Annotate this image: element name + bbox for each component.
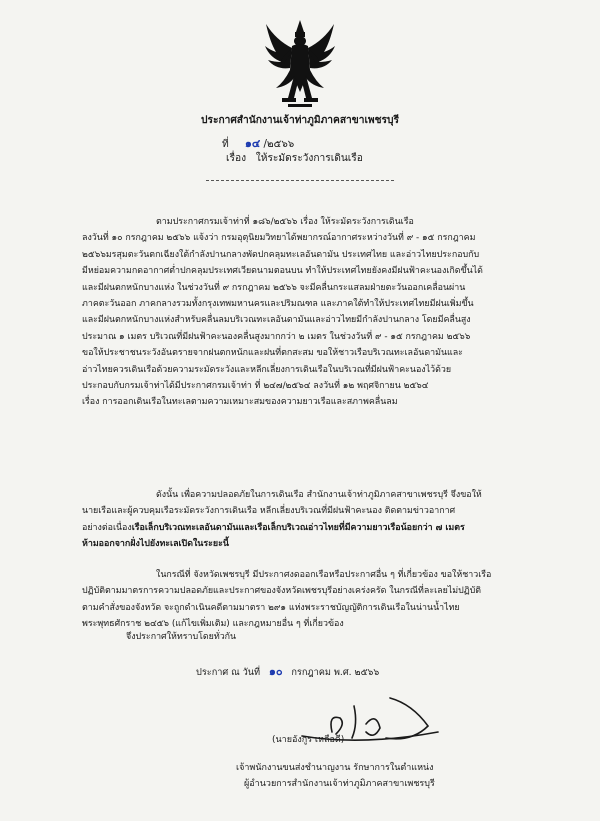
paragraph-closing: จึงประกาศให้ทราบโดยทั่วกัน — [126, 632, 237, 642]
p1-line: ประมาณ ๑ เมตร บริเวณที่มีฝนฟ้าคะนองคลื่นสูงมากกว่า ๒ เมตร ในช่วงวันที่ ๙ - ๑๕ กรกฎาคม ๒๕๖๖ — [82, 331, 471, 342]
signatory-position-line1: เจ้าพนักงานขนส่งชำนาญงาน รักษาการในตำแหน่ง — [236, 763, 434, 773]
garuda-emblem-icon — [262, 18, 338, 110]
p1-line: ขอให้ประชาชนระวังอันตรายจากฝนตกหนักและฝนที่ตกสะสม ขอให้ชาวเรือบริเวณทะเลอันดามันและ — [82, 348, 463, 359]
p2-bold-prohibition: ห้ามออกจากฝั่งไปยังทะเลเปิดในระยะนี้ — [82, 539, 229, 550]
ref-suffix: /๒๕๖๖ — [263, 139, 295, 150]
header-separator — [206, 180, 394, 181]
signatory-name: (นายอังกูร เหลือดี) — [272, 735, 345, 745]
announcement-date — [196, 662, 379, 680]
p1-line: อ่าวไทยควรเดินเรือด้วยความระมัดระวังและหลีกเลี่ยงการเดินเรือในบริเวณที่มีฝนฟ้าคะนองไว้ด้วย — [82, 364, 452, 375]
subject-prefix: เรื่อง — [226, 153, 247, 164]
ref-prefix: ที่ — [222, 139, 229, 150]
paragraph-instruction — [82, 487, 526, 553]
signatory-position-line2: ผู้อำนวยการสำนักงานเจ้าท่าภูมิภาคสาขาเพชรบุรี — [244, 779, 435, 789]
date-month-year: กรกฎาคม พ.ศ. ๒๕๖๖ — [291, 667, 380, 678]
date-prefix: ประกาศ ณ วันที่ — [196, 667, 261, 678]
subject-line — [226, 150, 363, 166]
p2-line — [82, 520, 526, 536]
p3-line: พระพุทธศักราช ๒๔๕๖ (แก้ไขเพิ่มเติม) และกฎหมายอื่น ๆ ที่เกี่ยวข้อง — [82, 619, 344, 630]
paragraph-penalty — [82, 567, 526, 633]
paragraph-background — [82, 214, 526, 411]
p1-line: และมีฝนตกหนักบางแห่งสำหรับคลื่นลมบริเวณทะเลอันดามันและอ่าวไทยมีกำลังปานกลาง โดยมีคลื่นสูง — [82, 315, 471, 326]
p1-line: ภาคตะวันออก ภาคกลางรวมทั้งกรุงเทพมหานครและปริมณฑล และภาคใต้ทำให้ประเทศไทยมีฝนเพิ่มขึ้น — [82, 299, 474, 310]
p2-bold-warning: เรือเล็กบริเวณทะเลอันดามันและเรือเล็กบริเวณอ่าวไทยที่มีความยาวเรือน้อยกว่า ๗ เมตร — [131, 522, 465, 533]
p1-line: เรื่อง การออกเดินเรือในทะเลตามความเหมาะสมของความยาวเรือและสภาพคลื่นลม — [82, 397, 398, 408]
p1-line: ประกอบกับกรมเจ้าท่าได้มีประกาศกรมเจ้าท่า ที่ ๒๔๗/๒๕๖๔ ลงวันที่ ๑๒ พฤศจิกายน ๒๕๖๔ — [82, 381, 429, 392]
p3-line: ปฏิบัติตามมาตรการความปลอดภัยและประกาศของจังหวัดเพชรบุรีอย่างเคร่งครัด ในกรณีที่ละเลยไม่ปฏิบัติ — [82, 586, 482, 597]
p1-line: และมีฝนตกหนักบางแห่ง ในช่วงวันที่ ๙ กรกฎาคม ๒๕๖๖ จะมีคลื่นกระแสลมฝ่ายตะวันออกเคลื่อนผ่าน — [82, 282, 466, 293]
p2-line: นายเรือและผู้ควบคุมเรือระมัดระวังการเดินเรือ หลีกเลี่ยงบริเวณที่มีฝนฟ้าคะนอง ติดตามข่าวอากาศ — [82, 506, 456, 517]
announcement-title: ประกาศสำนักงานเจ้าท่าภูมิภาคสาขาเพชรบุรี — [201, 115, 399, 126]
p3-line: ตามคำสั่งของจังหวัด จะถูกดำเนินคดีตามมาตรา ๒๙๑ แห่งพระราชบัญญัติการเดินเรือในน่านน้ำไทย — [82, 602, 460, 613]
p1-line: ลงวันที่ ๑๐ กรกฎาคม ๒๕๖๖ แจ้งว่า กรมอุตุนิยมวิทยาได้พยากรณ์อากาศระหว่างวันที่ ๙ - ๑๕ กรกฎาคม — [82, 233, 476, 244]
ref-number-handwritten: ๑๔ — [244, 137, 261, 150]
p2-line: ดังนั้น เพื่อความปลอดภัยในการเดินเรือ สำนักงานเจ้าท่าภูมิภาคสาขาเพชรบุรี จึงขอให้ — [156, 490, 482, 500]
p2-lead: อย่างต่อเนื่อง — [82, 522, 132, 533]
subject-text: ให้ระมัดระวังการเดินเรือ — [255, 153, 363, 164]
p1-line: ๒๕๖๖มรสุมตะวันตกเฉียงใต้กำลังปานกลางพัดปกคลุมทะเลอันดามัน ประเทศไทย และอ่าวไทยประกอบกับ — [82, 249, 480, 260]
p2-line — [82, 536, 526, 552]
date-day-handwritten: ๑๐ — [268, 665, 283, 678]
p3-line: ในกรณีที่ จังหวัดเพชรบุรี มีประกาศงดออกเรือหรือประกาศอื่น ๆ ที่เกี่ยวข้อง ขอให้ชาวเรือ — [156, 570, 492, 580]
p1-line: มีหย่อมความกดอากาศต่ำปกคลุมประเทศเวียดนามตอนบน ทำให้ประเทศไทยยังคงมีฝนฟ้าคะนองเกิดขึ้นได้ — [82, 266, 483, 277]
p1-line: ตามประกาศกรมเจ้าท่าที่ ๑๘๖/๒๕๖๖ เรื่อง ให้ระมัดระวังการเดินเรือ — [156, 217, 414, 227]
